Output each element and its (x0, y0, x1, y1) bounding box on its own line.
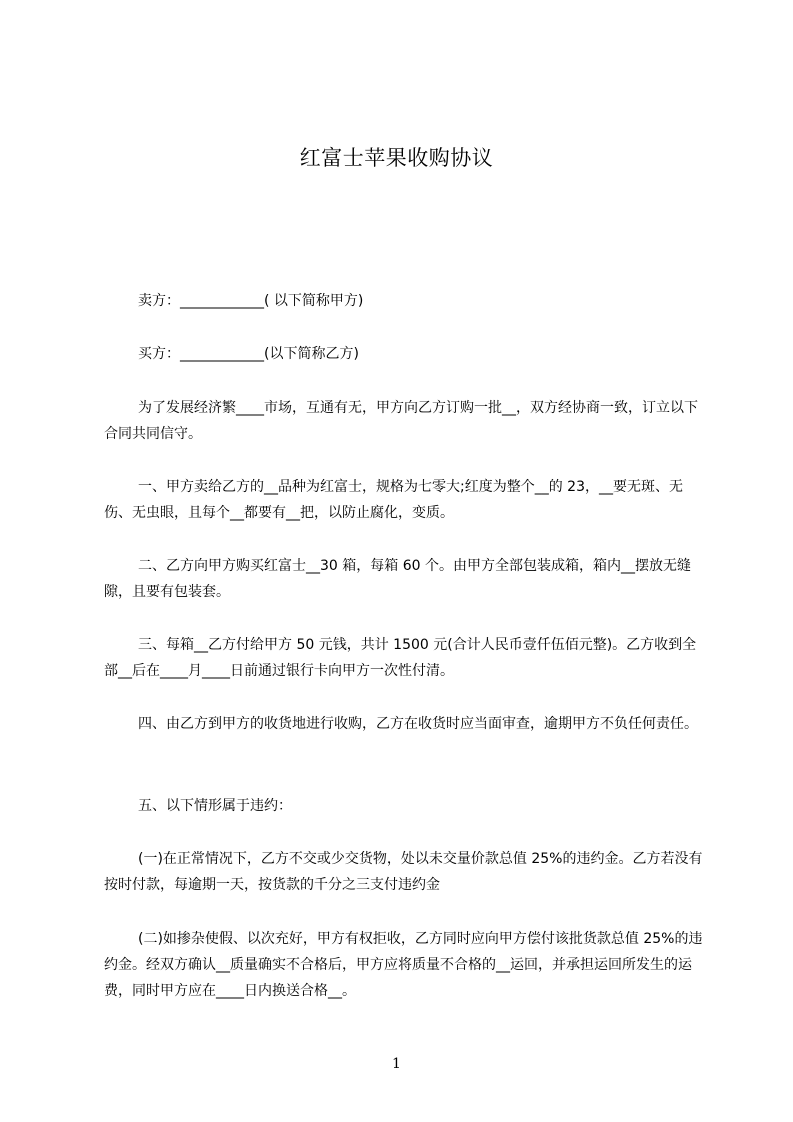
clause-5: 五、以下情形属于违约： (138, 798, 292, 814)
clause-3: 三、每箱__乙方付给甲方 50 元钱，共计 1500 元(合计人民币壹仟伍佰元整)。乙方收到全部__后在____月____日前通过银行卡向甲方一次性付清。 (104, 637, 697, 679)
clause-1: 一、甲方卖给乙方的__品种为红富士，规格为七零大;红度为整个__的 23，__要无斑、无伤、无虫眼，且每个__都要有__把，以防止腐化，变质。 (104, 479, 683, 521)
clause-4: 四、由乙方到甲方的收货地进行收购，乙方在收货时应当面审查，逾期甲方不负任何责任。 (138, 716, 698, 732)
intro-paragraph: 为了发展经济繁____市场，互通有无，甲方向乙方订购一批__，双方经协商一致，订立以下合同共同信守。 (104, 400, 698, 442)
clause-5-item-1: (一)在正常情况下，乙方不交或少交货物，处以未交量价款总值 25%的违约金。乙方若没有按时付款，每逾期一天，按货款的千分之三支付违约金 (104, 851, 703, 893)
seller-line: 卖方：____________( 以下简称甲方) (138, 293, 364, 309)
page-number: 1 (392, 1056, 401, 1072)
clause-5-item-2: (二)如掺杂使假、以次充好，甲方有权拒收，乙方同时应向甲方偿付该批货款总值 25%的违约金。经双方确认__质量确实不合格后，甲方应将质量不合格的__运回，并承担运回所发生的运费，同时甲方应在____日内换送合格__。 (104, 931, 703, 999)
document-title: 红富士苹果收购协议 (299, 146, 494, 170)
buyer-line: 买方：____________(以下简称乙方) (138, 346, 359, 362)
clause-2: 二、乙方向甲方购买红富士__30 箱，每箱 60 个。由甲方全部包装成箱，箱内__摆放无缝隙，且要有包装套。 (104, 558, 691, 600)
